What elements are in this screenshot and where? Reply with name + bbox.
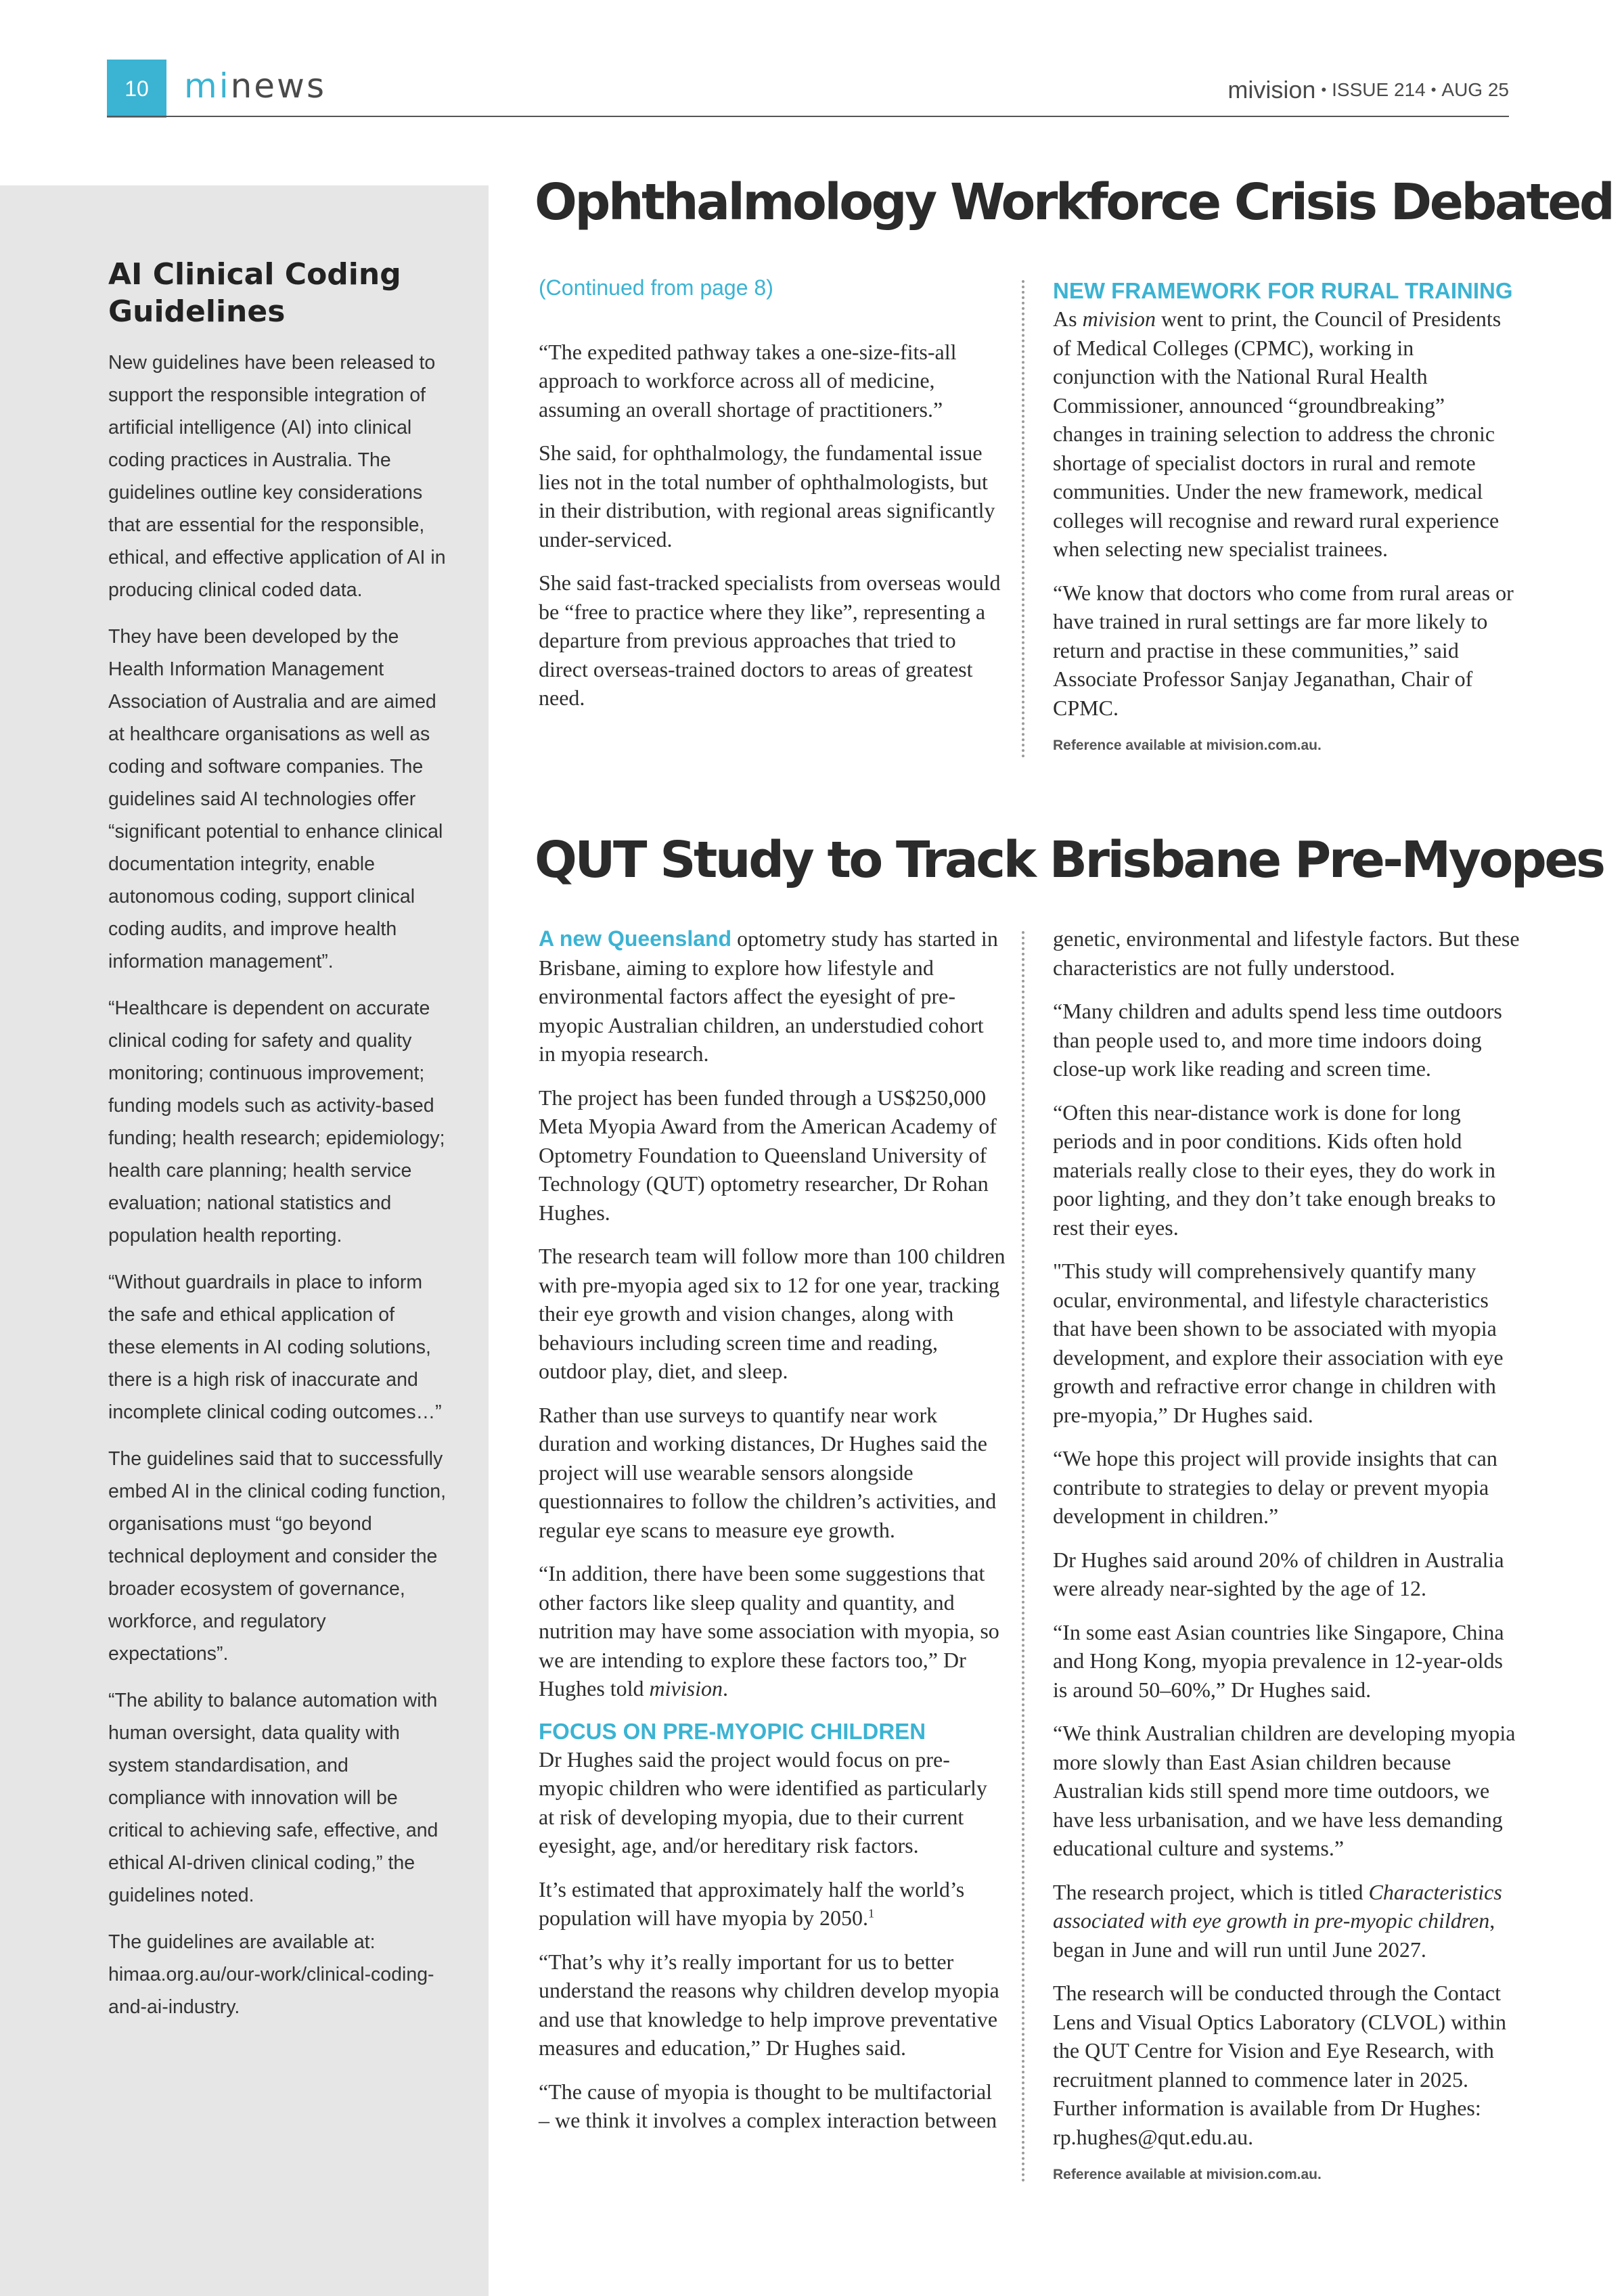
sidebar-title: AI Clinical Coding Guidelines (108, 257, 401, 329)
article2-paragraph: The project has been funded through a US$250,000 Meta Myopia Award from the American Academy of Optometry Foundation to Queensland University of Technology (QUT) optometry researcher, Dr Rohan Hughes. (539, 1085, 997, 1225)
article2-paragraph: “The cause of myopia is thought to be multifactorial – we think it involves a complex interaction between (539, 2079, 997, 2132)
sidebar-paragraph: They have been developed by the Health Information Management Association of Australia and are aimed at healthcare organisations as well as coding and software companies. The guidelines said AI technologies offer “significant potential to enhance clinical documentation integrity, enable autonomous coding, support clinical coding audits, and improve health information management”. (108, 626, 443, 972)
article2-left-column (539, 924, 1006, 2150)
section-logo-prefix: mi (184, 66, 231, 106)
section-logo (184, 62, 326, 110)
text-run: It’s estimated that approximately half the world’s population will have myopia by 2050. (539, 1876, 965, 1930)
article2-paragraph: “In some east Asian countries like Singapore, China and Hong Kong, myopia prevalence in 12-year-olds is around 50–60%,” Dr Hughes said. (1053, 1619, 1504, 1702)
sidebar-paragraph: “Without guardrails in place to inform the safe and ethical application of these elements in AI coding solutions, there is a high risk of inaccurate and incomplete clinical coding outcomes…” (108, 1271, 442, 1423)
article1-subhead: NEW FRAMEWORK FOR RURAL TRAINING (1053, 278, 1513, 303)
issue-number: ISSUE 214 (1332, 79, 1426, 100)
sidebar-paragraph: The guidelines said that to successfully embed AI in the clinical coding function, organisations must “go beyond technical deployment and consider the broader ecosystem of governance, workforce, and regulatory expectations”. (108, 1448, 447, 1665)
article1-left-column (539, 273, 1006, 727)
article2-paragraph: The research will be conducted through the Contact Lens and Visual Optics Laboratory (CLVOL) within the QUT Centre for Vision and Eye Research, with recruitment planned to commence later in 2025. Further information is available from Dr Hughes: rp.hughes@qut.edu.au. (1053, 1981, 1506, 2149)
article2-paragraph: "This study will comprehensively quantify many ocular, environmental, and lifestyle characteristics that have been shown to be associated with myopia development, and explore their association with eye growth and refractive error change in children with pre-myopia,” Dr Hughes said. (1053, 1259, 1504, 1427)
sidebar-paragraph: “Healthcare is dependent on accurate clinical coding for safety and quality monitoring; continuous improvement; funding models such as activity-based funding; health research; epidemiology; health care planning; health service evaluation; national statistics and population health reporting. (108, 997, 445, 1246)
sidebar-paragraph: The guidelines are available at: himaa.org.au/our-work/clinical-coding-and-ai-industry. (108, 1931, 434, 2018)
continued-from-label: (Continued from page 8) (539, 275, 773, 300)
article2-subhead: FOCUS ON PRE-MYOPIC CHILDREN (539, 1718, 926, 1744)
column-divider (1022, 280, 1024, 758)
header-divider (107, 116, 1509, 117)
text-run: optometry study has started in Brisbane, aiming to explore how lifestyle and environmental factors affect the eyesight of pre-myopic Australian children, an understudied cohort in myopia research. (539, 926, 998, 1066)
article2-paragraph: Dr Hughes said around 20% of children in Australia were already near-sighted by the age of 12. (1053, 1547, 1504, 1600)
article1-right-column (1053, 277, 1520, 771)
issue-info (1227, 73, 1509, 107)
article2-paragraph: “That’s why it’s really important for us to better understand the reasons why children develop myopia and use that knowledge to help improve preventative measures and education,” Dr Hughes said. (539, 1949, 999, 2060)
article2-reference: Reference available at mivision.com.au. (1053, 2167, 1322, 2182)
article2-paragraph: “We hope this project will provide insights that can contribute to strategies to delay or prevent myopia development in children.” (1053, 1446, 1497, 1528)
article2-paragraph: Dr Hughes said the project would focus on pre-myopic children who were identified as particularly at risk of developing myopia, due to their current eyesight, age, and/or hereditary risk factors. (539, 1747, 987, 1858)
article2-paragraph: “Often this near-distance work is done for long periods and in poor conditions. Kids often hold materials really close to their eyes, they do work in poor lighting, and they don’t take enough breaks to rest their eyes. (1053, 1100, 1496, 1240)
text-run: “In addition, there have been some suggestions that other factors like sleep quality and quantity, and nutrition may have some association with myopia, so we are intending to explore these factors too,” Dr Hughes told (539, 1561, 999, 1701)
section-logo-suffix: news (230, 66, 327, 106)
magazine-name: mivision (1227, 76, 1316, 104)
text-run: , began in June and will run until June 2027. (1053, 1908, 1495, 1962)
text-run: went to print, the Council of Presidents of Medical Colleges (CPMC), working in conjunction with the National Rural Health Commissioner, announced “groundbreaking” changes in training selection to address the chronic shortage of specialist doctors in rural and remote communities. Under the new framework, medical colleges will recognise and reward rural experience when selecting new specialist trainees. (1053, 307, 1502, 561)
article2-headline: QUT Study to Track Brisbane Pre-Myopes (535, 831, 1604, 889)
text-run: As (1053, 307, 1083, 331)
article2-paragraph (539, 1559, 1006, 1703)
sidebar-paragraph: New guidelines have been released to support the responsible integration of artificial intelligence (AI) into clinical coding practices in Australia. The guidelines outline key considerations that are essential for the responsible, ethical, and effective application of AI in producing clinical coded data. (108, 352, 446, 601)
article2-paragraph: genetic, environmental and lifestyle factors. But these characteristics are not fully understood. (1053, 926, 1520, 980)
article2-paragraph: “Many children and adults spend less time outdoors than people used to, and more time indoors doing close-up work like reading and screen time. (1053, 999, 1502, 1081)
column-divider (1022, 931, 1024, 2183)
article1-paragraph: “We know that doctors who come from rural areas or have trained in rural settings are far more likely to return and practise in these communities,” said Associate Professor Sanjay Jeganathan, Chair of CPMC. (1053, 580, 1514, 720)
footnote-marker: 1 (868, 1906, 875, 1920)
article1-paragraph: She said, for ophthalmology, the fundamental issue lies not in the total number of ophthalmologists, but in their distribution, with regional areas significantly under-serviced. (539, 441, 995, 552)
article2-paragraph: “We think Australian children are developing myopia more slowly than East Asian children because Australian kids still spend more time outdoors, we have less urbanisation, and we have less demanding educational culture and systems.” (1053, 1721, 1516, 1860)
study-title-italic: Characteristics associated with eye growth in pre-myopic children (1053, 1879, 1502, 1933)
article1-paragraph: “The expedited pathway takes a one-size-fits-all approach to workforce across all of medicine, assuming an overall shortage of practitioners.” (539, 339, 957, 422)
article1-paragraph (1053, 305, 1520, 564)
separator-bullet: • (1430, 81, 1437, 98)
article1-reference: Reference available at mivision.com.au. (1053, 738, 1322, 753)
article2-paragraph: Rather than use surveys to quantify near work duration and working distances, Dr Hughes said the project will use wearable sensors alongside questionnaires to follow the children’s activities, and regular eye scans to measure eye growth. (539, 1402, 997, 1542)
page-number: 10 (107, 60, 166, 118)
sidebar-article (108, 256, 447, 2038)
magazine-name-italic: mivision (1082, 307, 1156, 331)
text-run: . (722, 1676, 728, 1701)
article1-paragraph: She said fast-tracked specialists from overseas would be “free to practice where they like”, representing a departure from previous approaches that tried to direct overseas-trained doctors to areas of greatest need. (539, 570, 1001, 710)
issue-date: AUG 25 (1441, 79, 1509, 100)
lead-in: A new Queensland (539, 926, 732, 951)
text-run: The research project, which is titled (1053, 1879, 1369, 1904)
sidebar-paragraph: “The ability to balance automation with human oversight, data quality with system standardisation, and compliance with innovation will be critical to achieving safe, effective, and ethical AI-driven clinical coding,” the guidelines noted. (108, 1690, 438, 1906)
article1-headline: Ophthalmology Workforce Crisis Debated (535, 173, 1613, 231)
sidebar-panel (0, 185, 489, 2296)
article2-right-column (1053, 924, 1520, 2200)
magazine-name-italic: mivision (649, 1676, 723, 1701)
separator-bullet: • (1321, 81, 1327, 98)
article2-paragraph (539, 1875, 1006, 1933)
article2-paragraph (1053, 1878, 1520, 1964)
article2-paragraph (539, 924, 1006, 1068)
article2-paragraph: The research team will follow more than 100 children with pre-myopia aged six to 12 for one year, tracking their eye growth and vision changes, along with behaviours including screen time and reading, outdoor play, diet, and sleep. (539, 1244, 1006, 1383)
